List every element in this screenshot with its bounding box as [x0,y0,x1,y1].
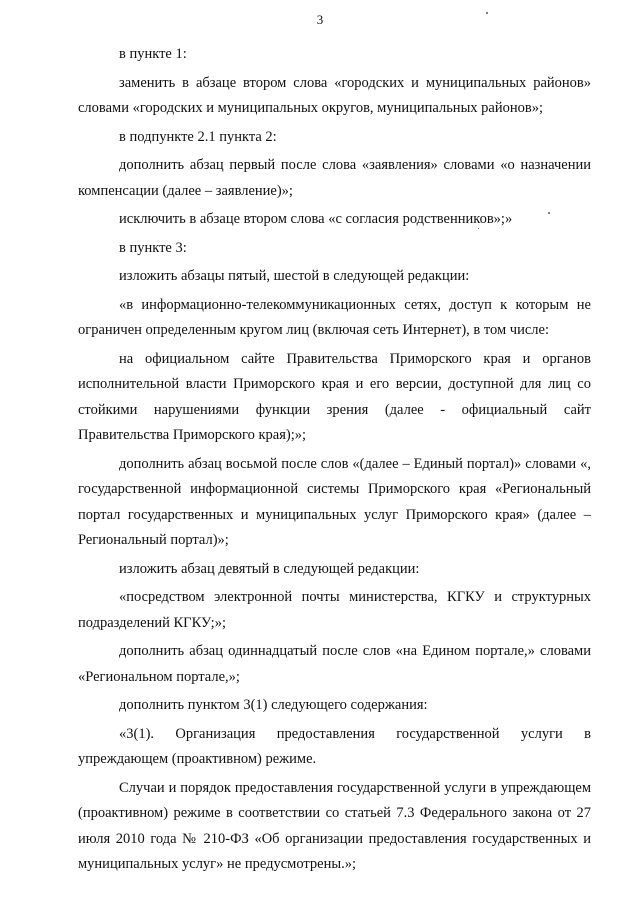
page-number: 3 [316,12,324,27]
paragraph: в подпункте 2.1 пункта 2: [119,128,277,145]
paragraph: «в информационно-телекоммуникационных сетях, доступ к которым не ограничен определенным кругом лиц (включая сеть Интернет), в том числе: [78,296,591,338]
paragraph: заменить в абзаце втором слова «городских и муниципальных районов» словами «городских и муниципальных округов, муниципальных районов»; [78,74,591,116]
paragraph: изложить абзац девятый в следующей редакции: [119,560,420,577]
document-body [78,42,591,881]
paragraph: дополнить абзац первый после слова «заявления» словами «о назначении компенсации (далее – заявление)»; [78,157,591,199]
paragraph: в пункте 3: [119,239,187,256]
paragraph: «посредством электронной почты министерства, КГКУ и структурных подразделений КГКУ;»; [78,589,591,631]
paragraph: дополнить пунктом 3(1) следующего содержания: [119,697,428,713]
paragraph: исключить в абзаце втором слова «с согласия родственников»;» [119,211,513,227]
paragraph: дополнить абзац одиннадцатый после слов «на Едином портале,» словами «Региональном портале,»; [78,643,591,685]
paragraph: дополнить абзац восьмой после слов «(далее – Единый портал)» словами «, государственной информационной системы Приморского края «Региональный портал государственных и муниципальных услуг Приморского края» (далее – Региональный портал)»; [78,455,591,548]
paragraph: в пункте 1: [119,46,187,62]
paragraph: «3(1). Организация предоставления государственной услуги в упреждающем (проактивном) режиме. [78,725,591,767]
scan-speck [486,12,488,14]
paragraph: на официальном сайте Правительства Приморского края и органов исполнительной власти Приморского края и его версии, доступной для лиц со стойкими нарушениями функции зрения (далее - официальный сайт Правительства Приморского края);»; [78,350,591,443]
paragraph: Случаи и порядок предоставления государственной услуги в упреждающем (проактивном) режиме в соответствии со статьей 7.3 Федерального закона от 27 июля 2010 года № 210-ФЗ «Об организации предоставления государственных и муниципальных услуг» не предусмотрены.»; [78,779,591,872]
paragraph: изложить абзацы пятый, шестой в следующей редакции: [119,268,470,284]
